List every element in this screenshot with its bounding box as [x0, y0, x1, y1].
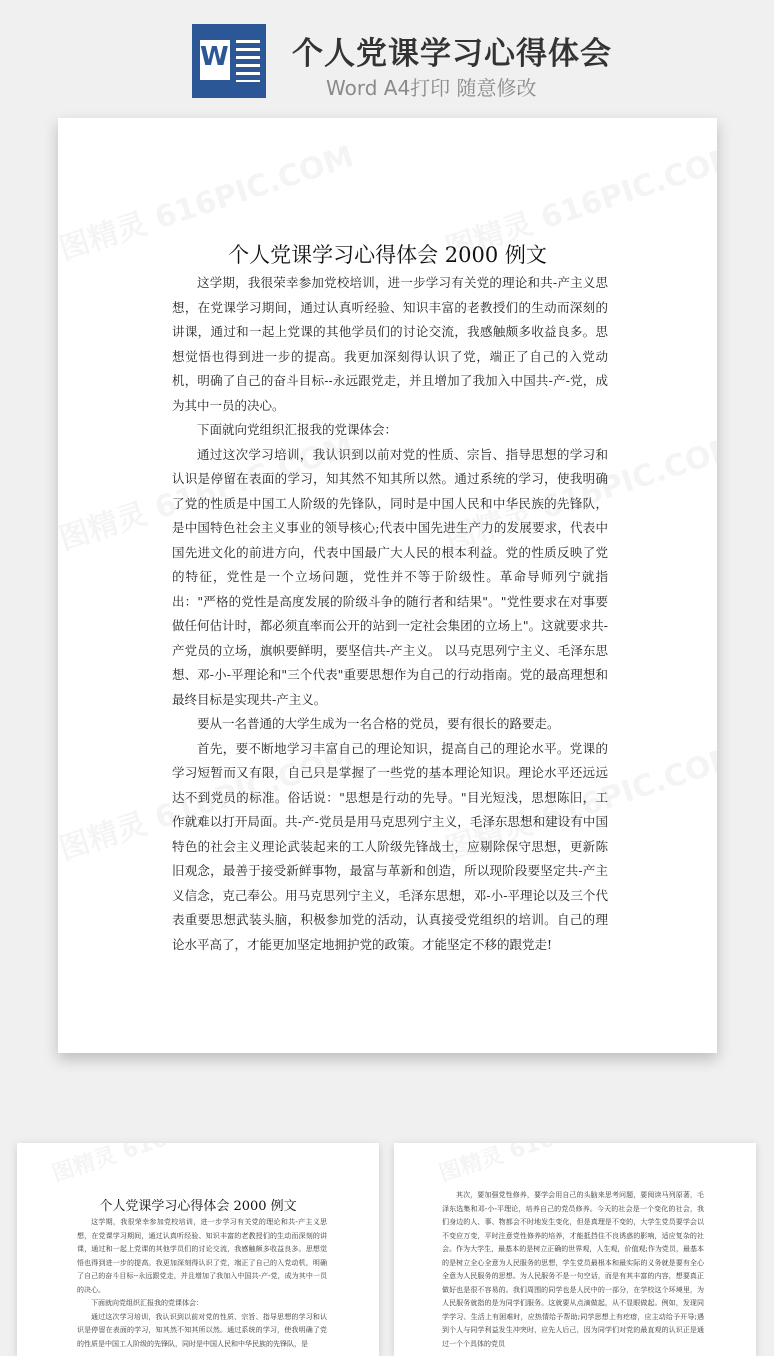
thumbnail-title: 个人党课学习心得体会 2000 例文 — [99, 1199, 297, 1214]
thumbnail-page-1[interactable] — [17, 1143, 379, 1356]
paragraph: 下面就向党组织汇报我的党课体会： — [197, 422, 398, 437]
thumbnail-page-2[interactable] — [394, 1143, 756, 1356]
watermark — [48, 1143, 272, 1188]
paragraph: 其次，要加强党性修养，要学会用自己的头脑来思考问题，要阅读马列原著，毛泽东选集和邓-小-平理论，培养自己的党员修养。今天的社会是一个变化的社会，我们身边的人、事、物都会不时地发生变化，但是真理是不变的，大学生党员要学会以不变应万变，平时注意党性修养的培养，才能抵挡住不良诱惑的影响，适应复杂的社会。作为大学生，最基本的是树立正确的世界观，人生观，价值观;作为党员，最基本的是树立全心全意为人民服务的思想，学生党员最根本和最实际的义务就是要有全心全意为人民服务的思想。为人民服务不是一句空话，而是有其丰富的内容，想要真正做好也是很不容易的。我们周围的同学也是人民中的一部分，在学校这个环境里，为人民服务就指的是为同学们服务。这就要从点滴做起，从不显眼做起。例如，发现同学学习、生活上有困难时，应热情给予帮助;同学思想上有疙瘩，应主动给予开导;遇到个人与同学利益发生冲突时，应先人后己，因为同学们对党的最直观的认识正是通过一个个具体的党员 — [442, 1191, 704, 1348]
header-subtitle: Word A4打印 随意修改 — [326, 76, 537, 100]
document-body — [172, 271, 608, 957]
document-page — [58, 118, 717, 1053]
word-icon-letter: W — [200, 42, 229, 72]
paragraph: 这学期，我很荣幸参加党校培训，进一步学习有关党的理论和共-产主义思想，在党课学习期间，通过认真听经验、知识丰富的老教授们的生动而深刻的讲课，通过和一起上党课的其他学员们的讨论交流，我感触颇多收益良多。思想觉悟也得到进一步的提高。我更加深刻得认识了党，端正了自己的入党动机，明确了自己的奋斗目标--永远跟党走，并且增加了我加入中国共-产-党，成为其中一员的决心。 — [172, 275, 608, 413]
thumbnail-body — [77, 1216, 327, 1351]
document-title: 个人党课学习心得体会 2000 例文 — [228, 243, 547, 267]
page-header — [0, 0, 774, 112]
paragraph: 这学期，我很荣幸参加党校培训，进一步学习有关党的理论和共-产主义思想，在党课学习期间，通过认真听经验、知识丰富的老教授们的生动而深刻的讲课，通过和一起上党课的其他学员们的讨论交流，我感触颇多收益良多。思想觉悟也得到进一步的提高。我更加深刻得认识了党，端正了自己的入党动机，明确了自己的奋斗目标--永远跟党走，并且增加了我加入中国共-产-党，成为其中一员的决心。 — [77, 1218, 327, 1294]
word-icon — [192, 24, 266, 98]
paragraph: 通过这次学习培训，我认识到以前对党的性质、宗旨、指导思想的学习和认识是停留在表面的学习，知其然不知其所以然。通过系统的学习，使我明确了党的性质是中国工人阶级的先锋队，同时是中国人民和中华民族的先锋队，是 — [77, 1312, 327, 1348]
header-title: 个人党课学习心得体会 — [292, 36, 612, 72]
paragraph: 要从一名普通的大学生成为一名合格的党员，要有很长的路要走。 — [197, 716, 560, 731]
word-icon-lines — [236, 40, 260, 82]
watermark — [435, 1143, 659, 1188]
paragraph: 首先，要不断地学习丰富自己的理论知识，提高自己的理论水平。党课的学习短暂而又有限，自己只是掌握了一些党的基本理论知识。理论水平还远远达不到党员的标准。俗话说："思想是行动的先导。"目光短浅，思想陈旧，工作就难以打开局面。共-产-党员是用马克思列宁主义，毛泽东思想和建设有中国特色的社会主义理论武装起来的工人阶级先锋战士，应剔除保守思想，更新陈旧观念，最善于接受新鲜事物，最富与革新和创造，所以现阶段要坚定共-产主义信念，克己奉公。用马克思列宁主义，毛泽东思想，邓-小-平理论以及三个代表重要思想武装头脑，积极参加党的活动，认真接受党组织的培训。自己的理论水平高了，才能更加坚定地拥护党的政策。才能坚定不移的跟党走! — [172, 740, 608, 952]
paragraph: 通过这次学习培训，我认识到以前对党的性质、宗旨、指导思想的学习和认识是停留在表面的学习，知其然不知其所以然。通过系统的学习，使我明确了党的性质是中国工人阶级的先锋队，同时是中国人民和中华民族的先锋队，是中国特色社会主义事业的领导核心;代表中国先进生产力的发展要求，代表中国先进文化的前进方向，代表中国最广大人民的根本利益。党的性质反映了党的特征，党性是一个立场问题，党性并不等于阶级性。革命导师列宁就指出："严格的党性是高度发展的阶级斗争的随行者和结果"。"党性要求在对事要做任何估计时，都必须直率而公开的站到一定社会集团的立场上"。这就要求共-产党员的立场，旗帜要鲜明，要坚信共-产主义。 以马克思列宁主义、毛泽东思想、邓-小-平理论和"三个代表"重要思想作为自己的行动指南。党的最高理想和最终目标是实现共-产主义。 — [172, 446, 608, 707]
paragraph: 下面就向党组织汇报我的党课体会： — [91, 1299, 203, 1307]
thumbnail-body — [442, 1189, 704, 1351]
